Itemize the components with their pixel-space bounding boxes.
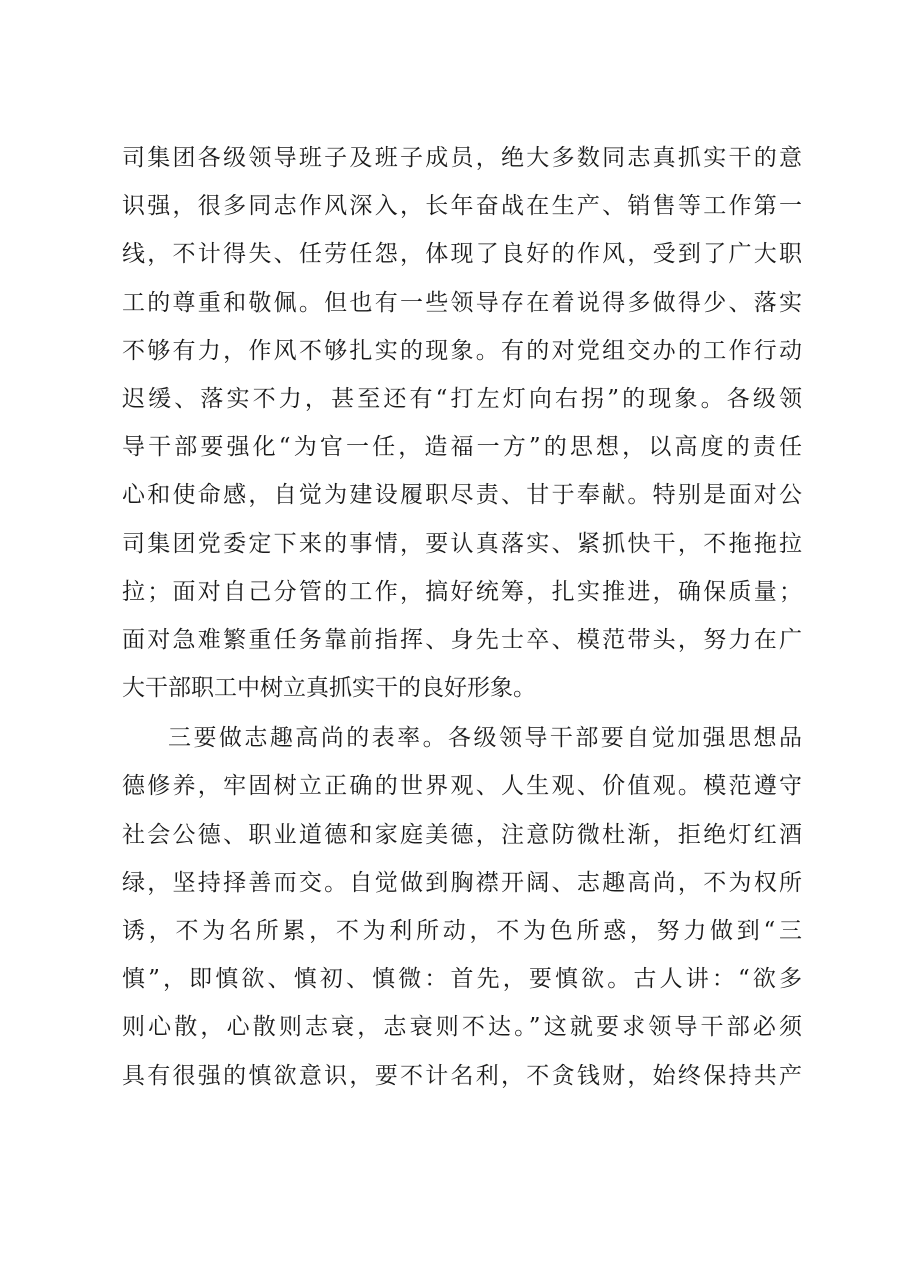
text-line: 线，不计得失、任劳任怨，体现了良好的作风，受到了广大职 bbox=[122, 241, 802, 268]
text-line: 心和使命感，自觉为建设履职尽责、甘于奉献。特别是面对公 bbox=[122, 482, 802, 509]
text-line: 绿，坚持择善而交。自觉做到胸襟开阔、志趣高尚，不为权所 bbox=[122, 869, 802, 896]
text-line: 拉；面对自己分管的工作，搞好统筹，扎实推进，确保质量； bbox=[122, 578, 802, 605]
text-line: 三要做志趣高尚的表率。各级领导干部要自觉加强思想品 bbox=[168, 725, 802, 752]
text-line: 司集团党委定下来的事情，要认真落实、紧抓快干，不拖拖拉 bbox=[122, 530, 802, 557]
text-line: 则心散，心散则志衰，志衰则不达。”这就要求领导干部必须 bbox=[122, 1014, 802, 1041]
text-line: 工的尊重和敬佩。但也有一些领导存在着说得多做得少、落实 bbox=[122, 289, 802, 316]
paragraph-2 bbox=[122, 714, 802, 1100]
text-line: 面对急难繁重任务靠前指挥、身先士卒、模范带头，努力在广 bbox=[122, 626, 802, 653]
text-line: 大干部职工中树立真抓实干的良好形象。 bbox=[122, 675, 536, 702]
paragraph-1 bbox=[122, 134, 802, 712]
text-line: 迟缓、落实不力，甚至还有“打左灯向右拐”的现象。各级领 bbox=[122, 385, 802, 412]
text-line: 司集团各级领导班子及班子成员，绝大多数同志真抓实干的意 bbox=[122, 145, 802, 171]
body-text bbox=[122, 134, 802, 1100]
text-line: 具有很强的慎欲意识，要不计名利，不贪钱财，始终保持共产 bbox=[122, 1062, 802, 1089]
text-line: 德修养，牢固树立正确的世界观、人生观、价值观。模范遵守 bbox=[122, 773, 802, 800]
text-line: 识强，很多同志作风深入，长年奋战在生产、销售等工作第一 bbox=[122, 193, 802, 220]
text-line: 慎”，即慎欲、慎初、慎微：首先，要慎欲。古人讲：“欲多 bbox=[122, 966, 802, 993]
text-line: 社会公德、职业道德和家庭美德，注意防微杜渐，拒绝灯红酒 bbox=[122, 821, 802, 848]
text-line: 不够有力，作风不够扎实的现象。有的对党组交办的工作行动 bbox=[122, 337, 802, 364]
text-line: 导干部要强化“为官一任，造福一方”的思想，以高度的责任 bbox=[122, 434, 802, 461]
text-line: 诱，不为名所累，不为利所动，不为色所惑，努力做到“三 bbox=[122, 918, 802, 944]
